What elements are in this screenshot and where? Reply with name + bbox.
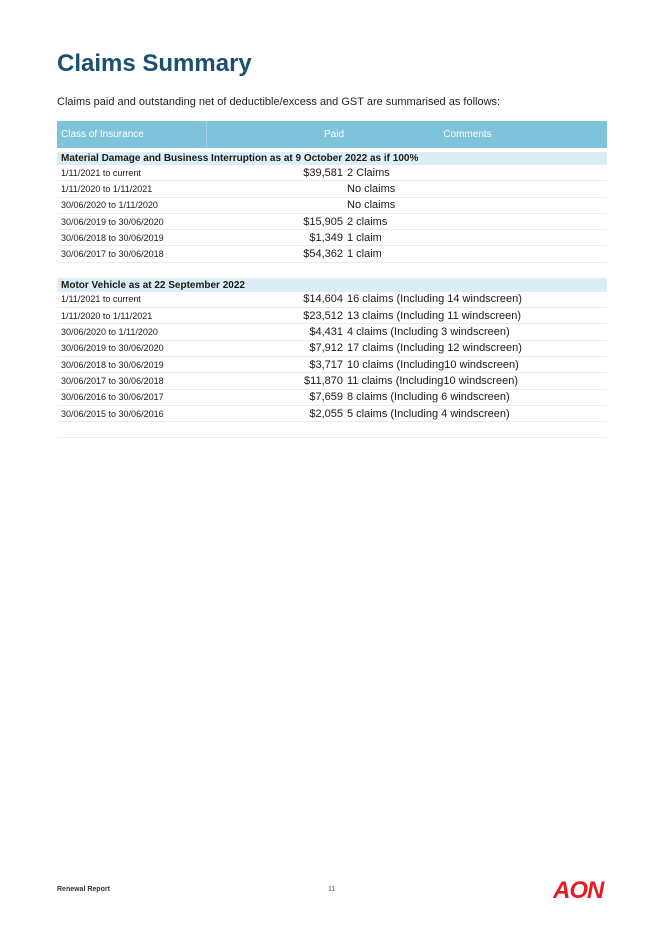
comment-cell: 4 claims (Including 3 windscreen) <box>347 326 510 339</box>
comment-cell: 1 claim <box>347 248 382 261</box>
table-row <box>57 308 607 324</box>
paid-cell: $23,512 <box>303 309 343 322</box>
section-title: Motor Vehicle as at 22 September 2022 <box>57 279 607 292</box>
table-row <box>57 230 607 246</box>
comment-cell: 16 claims (Including 14 windscreen) <box>347 293 522 306</box>
comment-cell: 1 claim <box>347 231 382 244</box>
paid-cell: $14,604 <box>303 293 343 306</box>
table-row <box>57 214 607 230</box>
footer-label: Renewal Report <box>57 886 110 893</box>
comment-cell: 10 claims (Including10 windscreen) <box>347 358 519 371</box>
section-gap <box>57 263 607 279</box>
comment-cell: 17 claims (Including 12 windscreen) <box>347 342 522 355</box>
paid-cell: $3,717 <box>309 358 343 371</box>
period-cell: 30/06/2015 to 30/06/2016 <box>61 408 164 419</box>
comment-cell: 2 claims <box>347 215 388 228</box>
period-cell: 1/11/2020 to 1/11/2021 <box>61 310 153 321</box>
table-row <box>57 406 607 422</box>
period-cell: 30/06/2019 to 30/06/2020 <box>61 343 164 354</box>
table-end <box>57 422 607 438</box>
table-row <box>57 324 607 340</box>
period-cell: 30/06/2018 to 30/06/2019 <box>61 232 164 243</box>
page-title: Claims Summary <box>57 50 252 77</box>
paid-cell: $15,905 <box>303 215 343 228</box>
header-comments: Comments <box>443 129 492 140</box>
table-row <box>57 292 607 308</box>
table-row <box>57 198 607 214</box>
paid-cell: $1,349 <box>309 231 343 244</box>
period-cell: 30/06/2017 to 30/06/2018 <box>61 249 164 260</box>
paid-cell: $2,055 <box>309 407 343 420</box>
period-cell: 30/06/2016 to 30/06/2017 <box>61 392 164 403</box>
table-row <box>57 341 607 357</box>
intro-text: Claims paid and outstanding net of deductible/excess and GST are summarised as follows: <box>57 96 501 108</box>
period-cell: 30/06/2018 to 30/06/2019 <box>61 359 164 370</box>
comment-cell: No claims <box>347 182 396 195</box>
comment-cell: 11 claims (Including10 windscreen) <box>347 374 518 387</box>
section-motor-vehicle <box>57 279 607 422</box>
period-cell: 30/06/2020 to 1/11/2020 <box>61 327 158 338</box>
table-row <box>57 373 607 389</box>
aon-logo <box>553 876 607 907</box>
paid-cell: $39,581 <box>303 166 343 179</box>
aon-logo-icon <box>553 876 607 902</box>
period-cell: 30/06/2019 to 30/06/2020 <box>61 216 164 227</box>
paid-cell: $4,431 <box>309 326 343 339</box>
paid-cell: $54,362 <box>303 248 343 261</box>
table-header <box>57 121 607 148</box>
comment-cell: 13 claims (Including 11 windscreen) <box>347 309 522 322</box>
period-cell: 30/06/2020 to 1/11/2020 <box>61 200 158 211</box>
table-row <box>57 357 607 373</box>
comment-cell: 8 claims (Including 6 windscreen) <box>347 391 510 404</box>
comment-cell: 2 Claims <box>347 166 390 179</box>
header-class-of-insurance: Class of Insurance <box>57 121 207 148</box>
period-cell: 1/11/2021 to current <box>61 294 141 305</box>
table-row <box>57 181 607 197</box>
svg-text:AON: AON <box>553 877 604 902</box>
table-row <box>57 165 607 181</box>
claims-table <box>57 121 607 438</box>
period-cell: 1/11/2020 to 1/11/2021 <box>61 183 153 194</box>
header-paid: Paid <box>323 129 344 140</box>
paid-cell: $7,912 <box>309 342 343 355</box>
table-row <box>57 246 607 262</box>
paid-cell: $7,659 <box>309 391 343 404</box>
period-cell: 30/06/2017 to 30/06/2018 <box>61 375 164 386</box>
comment-cell: 5 claims (Including 4 windscreen) <box>347 407 510 420</box>
table-row <box>57 390 607 406</box>
paid-cell: $11,870 <box>304 374 343 387</box>
section-material-damage <box>57 152 607 263</box>
page-number: 11 <box>328 886 336 893</box>
comment-cell: No claims <box>347 199 396 212</box>
period-cell: 1/11/2021 to current <box>61 167 141 178</box>
section-title: Material Damage and Business Interruption as at 9 October 2022 as if 100% <box>57 152 607 165</box>
